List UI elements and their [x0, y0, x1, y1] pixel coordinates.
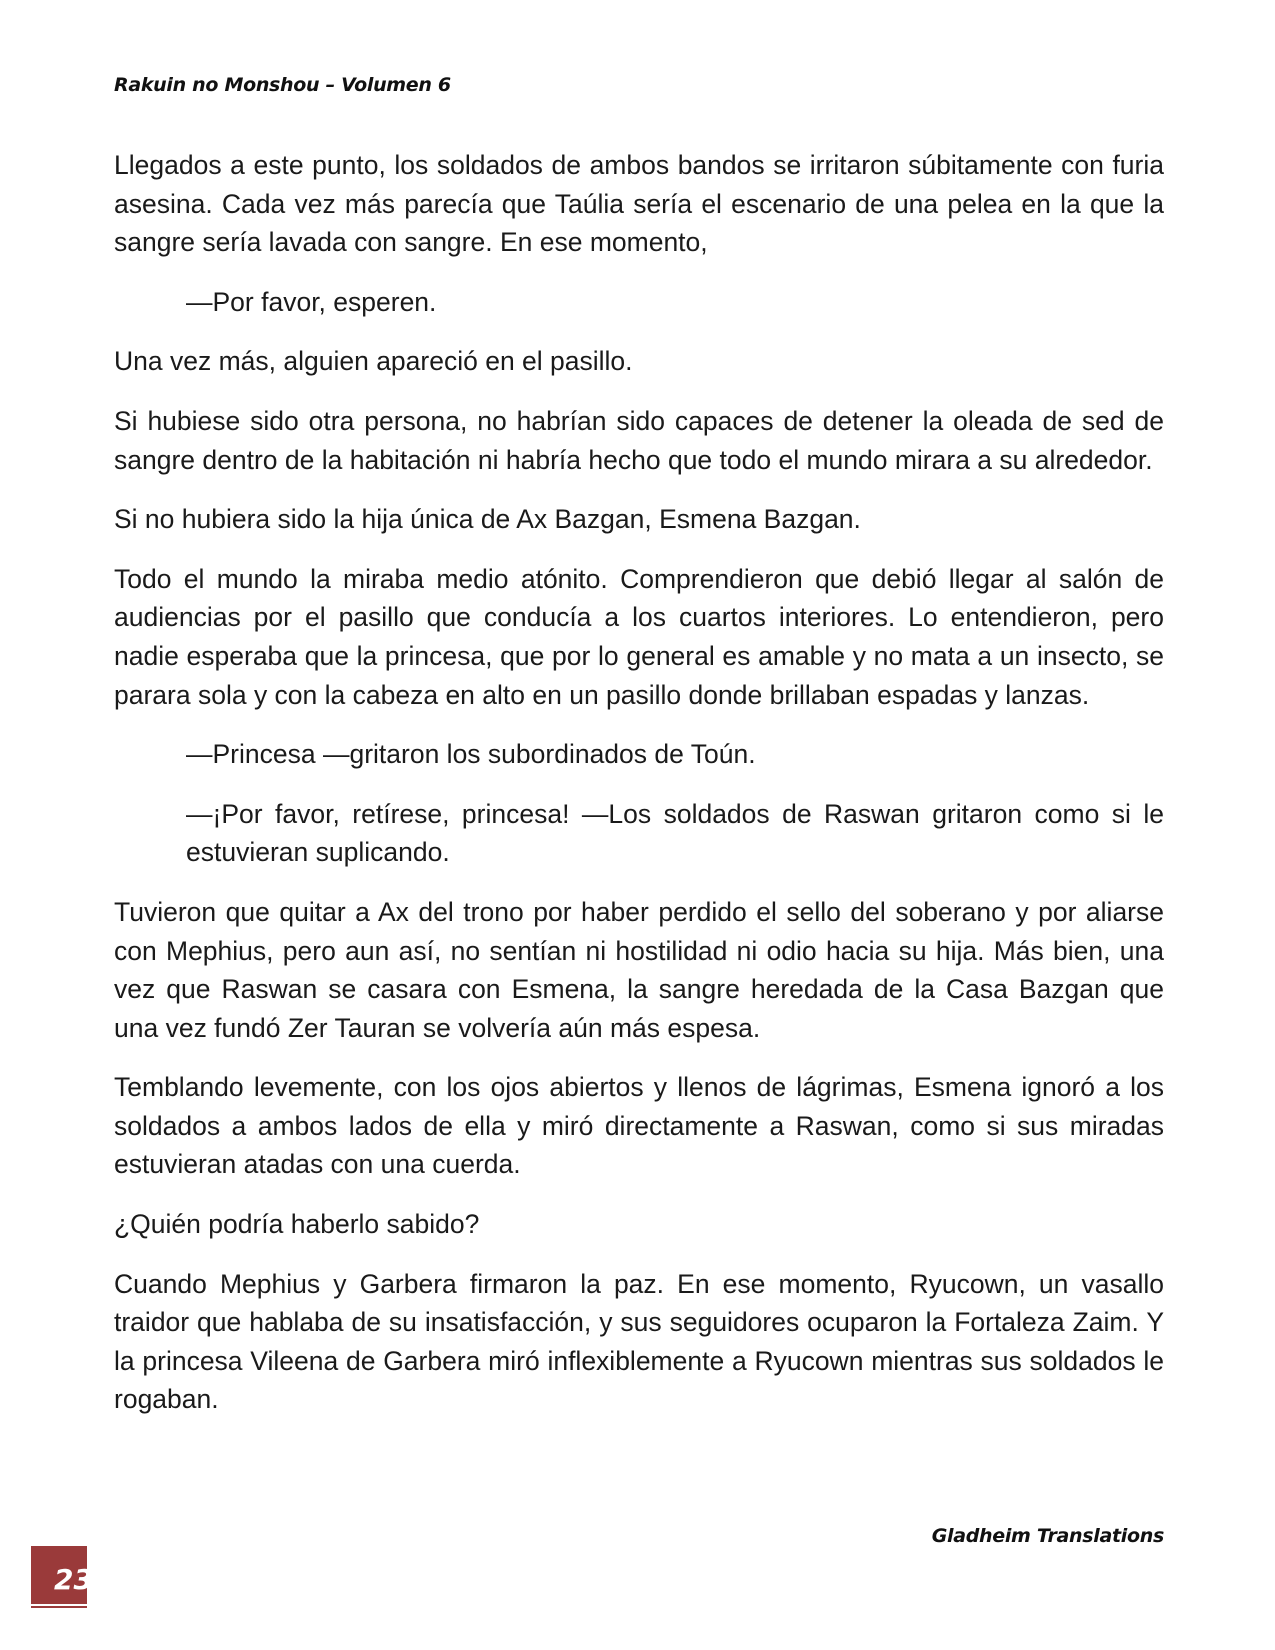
- paragraph: Llegados a este punto, los soldados de ambos bandos se irritaron súbitamente con furia asesina. Cada vez más parecía que Taúlia sería el escenario de una pelea en la que la sangre sería lavada con sangre. En ese momento,: [114, 150, 1164, 258]
- paragraph: ¿Quién podría haberlo sabido?: [114, 1209, 480, 1240]
- running-header: Rakuin no Monshou – Volumen 6: [114, 74, 451, 96]
- page-body: [114, 146, 1164, 1440]
- dialogue-paragraph: —Princesa —gritaron los subordinados de Toún.: [186, 739, 756, 770]
- page-number: 23: [54, 1563, 93, 1596]
- page-number-underline: [31, 1604, 87, 1606]
- paragraph: Tuvieron que quitar a Ax del trono por haber perdido el sello del soberano y por aliarse con Mephius, pero aun así, no sentían ni hostilidad ni odio hacia su hija. Más bien, una vez que Raswan se casara con Esmena, la sangre heredada de la Casa Bazgan que una vez fundó Zer Tauran se volvería aún más espesa.: [114, 896, 1164, 1043]
- paragraph: Todo el mundo la miraba medio atónito. Comprendieron que debió llegar al salón de audiencias por el pasillo que conducía a los cuartos interiores. Lo entendieron, pero nadie esperaba que la princesa, que por lo general es amable y no mata a un insecto, se parara sola y con la cabeza en alto en un pasillo donde brillaban espadas y lanzas.: [114, 563, 1164, 710]
- paragraph: Temblando levemente, con los ojos abiertos y llenos de lágrimas, Esmena ignoró a los soldados a ambos lados de ella y miró directamente a Raswan, como si sus miradas estuvieran atadas con una cuerda.: [114, 1072, 1164, 1180]
- dialogue-paragraph: —Por favor, esperen.: [186, 286, 437, 317]
- paragraph: Cuando Mephius y Garbera firmaron la paz. En ese momento, Ryucown, un vasallo traidor que hablaba de su insatisfacción, y sus seguidores ocuparon la Fortaleza Zaim. Y la princesa Vileena de Garbera miró inflexiblemente a Ryucown mientras sus soldados le rogaban.: [114, 1268, 1164, 1415]
- translator-credit: Gladheim Translations: [931, 1525, 1164, 1547]
- paragraph: Una vez más, alguien apareció en el pasillo.: [114, 346, 633, 377]
- paragraph: Si no hubiera sido la hija única de Ax Bazgan, Esmena Bazgan.: [114, 504, 861, 535]
- paragraph: Si hubiese sido otra persona, no habrían sido capaces de detener la oleada de sed de sangre dentro de la habitación ni habría hecho que todo el mundo mirara a su alrededor.: [114, 405, 1164, 475]
- dialogue-paragraph: —¡Por favor, retírese, princesa! —Los soldados de Raswan gritaron como si le estuvieran suplicando.: [186, 798, 1164, 868]
